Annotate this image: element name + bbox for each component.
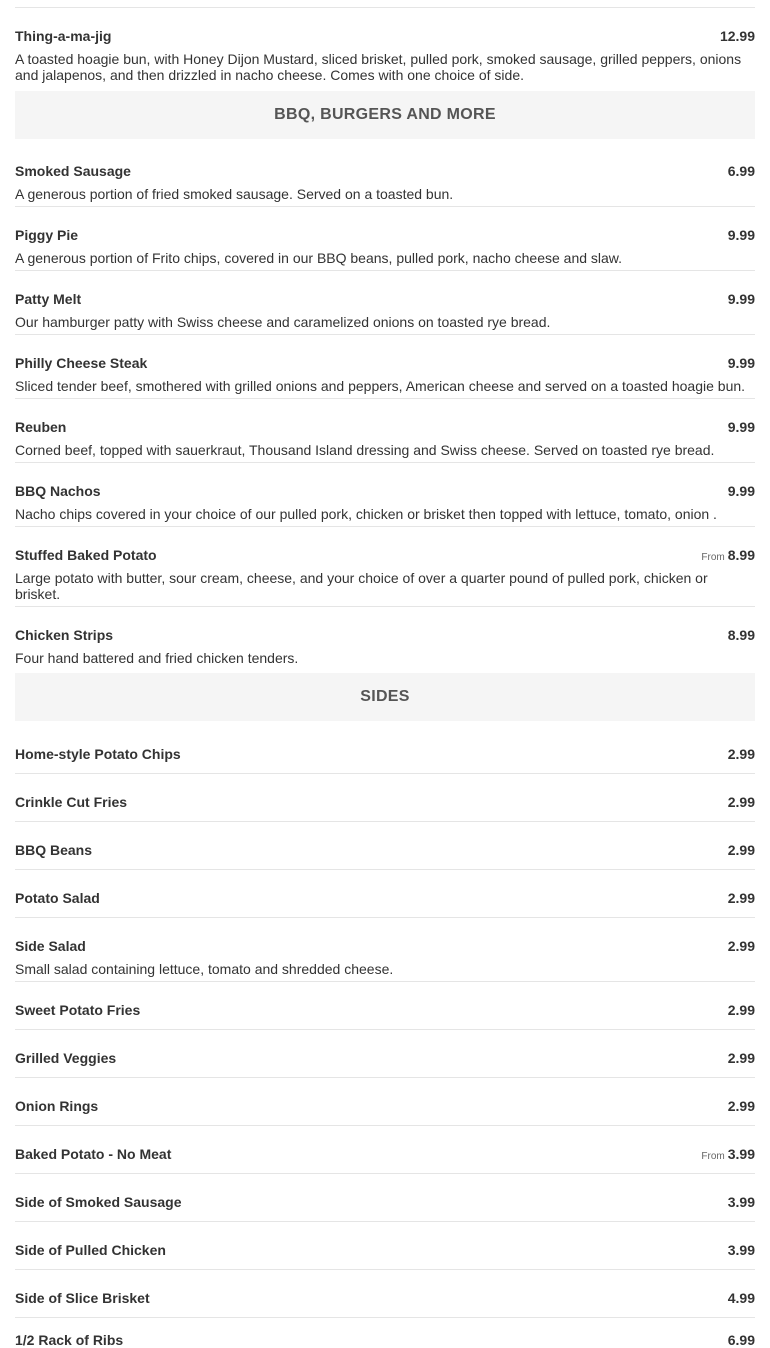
menu-item[interactable] — [15, 1078, 755, 1126]
item-price: 2.99 — [727, 1098, 755, 1114]
item-description: Large potato with butter, sour cream, cheese, and your choice of over a quarter pound of pulled pork, chicken or brisket. — [15, 570, 708, 602]
menu-item[interactable] — [15, 982, 755, 1030]
item-price: 2.99 — [727, 1050, 755, 1066]
item-price: 2.99 — [727, 938, 755, 954]
menu-item[interactable] — [15, 1126, 755, 1174]
menu-item[interactable] — [15, 774, 755, 822]
item-description: Corned beef, topped with sauerkraut, Thousand Island dressing and Swiss cheese. Served on toasted rye bread. — [15, 442, 715, 458]
item-name: Patty Melt — [15, 291, 82, 307]
item-name: Potato Salad — [15, 890, 100, 906]
item-description: Nacho chips covered in your choice of our pulled pork, chicken or brisket then topped with lettuce, tomato, onion . — [15, 506, 717, 522]
item-price: 4.99 — [727, 1290, 755, 1306]
item-description: A generous portion of Frito chips, covered in our BBQ beans, pulled pork, nacho cheese and slaw. — [15, 250, 623, 266]
item-price: 12.99 — [719, 28, 755, 44]
item-name: 1/2 Rack of Ribs — [15, 1332, 124, 1348]
menu-item[interactable] — [15, 1030, 755, 1078]
item-name: Philly Cheese Steak — [15, 355, 148, 371]
item-name: Piggy Pie — [15, 227, 79, 243]
item-price: 2.99 — [727, 1002, 755, 1018]
item-name: Reuben — [15, 419, 67, 435]
item-name: Side of Smoked Sausage — [15, 1194, 182, 1210]
menu-item[interactable] — [15, 918, 755, 982]
menu-item-thing-a-ma-jig[interactable] — [15, 8, 755, 91]
menu-item[interactable] — [15, 527, 755, 607]
item-description: Four hand battered and fried chicken tenders. — [15, 650, 299, 666]
item-description: A toasted hoagie bun, with Honey Dijon Mustard, sliced brisket, pulled pork, smoked sausage, grilled peppers, onions and jalapenos, and then drizzled in nacho cheese. Comes with one choice of side. — [15, 51, 742, 83]
item-price: 9.99 — [727, 355, 755, 371]
item-name: Grilled Veggies — [15, 1050, 117, 1066]
item-name: Side Salad — [15, 938, 86, 954]
menu-item[interactable] — [15, 726, 755, 774]
item-price: 2.99 — [727, 794, 755, 810]
section-header-bbq: BBQ, BURGERS AND MORE — [15, 91, 755, 139]
menu-item[interactable] — [15, 207, 755, 271]
menu-item[interactable] — [15, 1318, 755, 1348]
item-price: 2.99 — [727, 842, 755, 858]
from-label: From — [701, 552, 725, 563]
item-name: Side of Slice Brisket — [15, 1290, 150, 1306]
menu-item[interactable] — [15, 271, 755, 335]
item-name: Stuffed Baked Potato — [15, 547, 157, 563]
item-price: 9.99 — [727, 227, 755, 243]
item-name: Baked Potato - No Meat — [15, 1146, 172, 1162]
item-price: 3.99 — [727, 1194, 755, 1210]
menu-item[interactable] — [15, 1222, 755, 1270]
item-name: Onion Rings — [15, 1098, 99, 1114]
item-description: Sliced tender beef, smothered with grilled onions and peppers, American cheese and served on a toasted hoagie bun. — [15, 378, 746, 394]
item-price: From 3.99 — [701, 1146, 755, 1162]
menu-item[interactable] — [15, 399, 755, 463]
item-price: 2.99 — [727, 890, 755, 906]
item-name: Side of Pulled Chicken — [15, 1242, 166, 1258]
item-price: 9.99 — [727, 419, 755, 435]
menu-item[interactable] — [15, 870, 755, 918]
item-name: Thing-a-ma-jig — [15, 28, 112, 44]
item-price: 6.99 — [727, 1332, 755, 1348]
item-name: Home-style Potato Chips — [15, 746, 181, 762]
menu-item[interactable] — [15, 1270, 755, 1318]
item-description: A generous portion of fried smoked sausage. Served on a toasted bun. — [15, 186, 454, 202]
from-label: From — [701, 1151, 725, 1162]
item-name: Sweet Potato Fries — [15, 1002, 141, 1018]
item-name: BBQ Nachos — [15, 483, 101, 499]
item-price: 3.99 — [727, 1242, 755, 1258]
item-price: 9.99 — [727, 483, 755, 499]
menu-item[interactable] — [15, 1174, 755, 1222]
menu-item[interactable] — [15, 335, 755, 399]
item-price: 9.99 — [727, 291, 755, 307]
menu-item[interactable] — [15, 822, 755, 870]
item-name: Smoked Sausage — [15, 163, 131, 179]
menu-item[interactable] — [15, 463, 755, 527]
item-name: Chicken Strips — [15, 627, 114, 643]
menu-item[interactable] — [15, 607, 755, 673]
item-price: 2.99 — [727, 746, 755, 762]
item-name: BBQ Beans — [15, 842, 93, 858]
item-price: 6.99 — [727, 163, 755, 179]
item-description: Our hamburger patty with Swiss cheese and caramelized onions on toasted rye bread. — [15, 314, 551, 330]
item-price: 8.99 — [727, 627, 755, 643]
item-price: From 8.99 — [701, 547, 755, 563]
item-name: Crinkle Cut Fries — [15, 794, 128, 810]
section-header-sides: SIDES — [15, 673, 755, 721]
menu-item[interactable] — [15, 143, 755, 207]
item-description: Small salad containing lettuce, tomato and shredded cheese. — [15, 961, 394, 977]
